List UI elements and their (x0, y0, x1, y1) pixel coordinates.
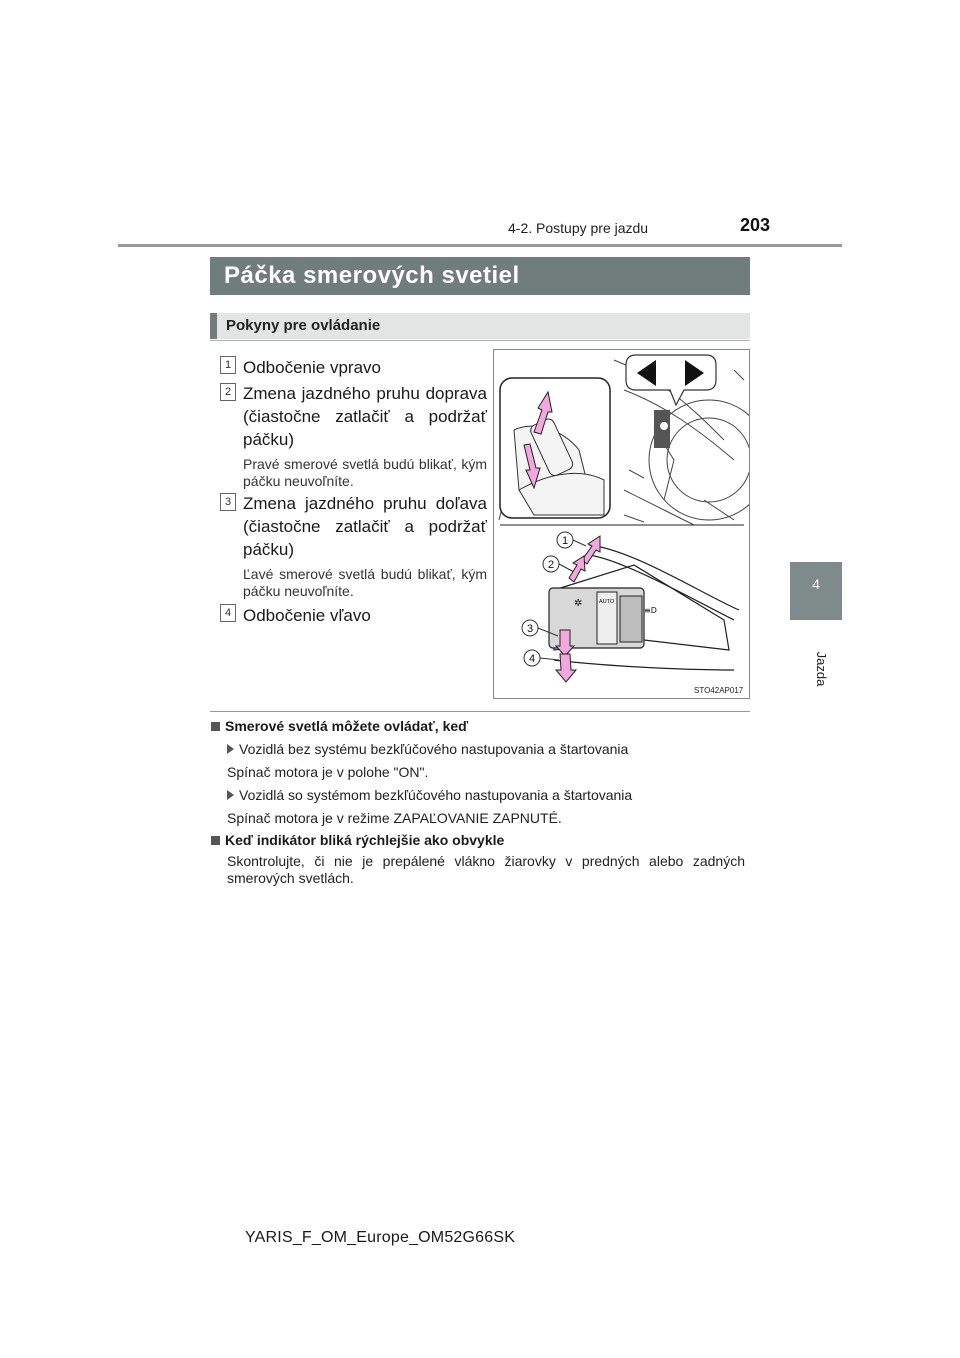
triangle-bullet-icon (227, 744, 234, 754)
square-bullet-icon (211, 836, 220, 845)
subtitle-accent (210, 313, 217, 339)
note-sub-1-text: Vozidlá bez systému bezkľúčového nastupovania a štartovania (239, 741, 629, 757)
lever-detail-dot (660, 422, 668, 430)
subtitle-text: Pokyny pre ovládanie (226, 317, 381, 334)
note-heading-2-text: Keď indikátor bliká rýchlejšie ako obvykle (225, 832, 505, 848)
notes-divider (210, 711, 750, 712)
callout-1: 1 (562, 535, 569, 547)
callout-4: 4 (529, 653, 536, 665)
note-sub-2-body: Spínač motora je v režime ZAPAĽOVANIE ZAPNUTÉ. (227, 810, 562, 826)
auto-label: AUTO (599, 599, 615, 605)
callout-leader-1 (573, 540, 586, 546)
fog-switch (620, 596, 642, 642)
arrow-callout-bubble (626, 355, 716, 405)
figure-code: STO42AP017 (694, 686, 744, 695)
document-footer: YARIS_F_OM_Europe_OM52G66SK (245, 1229, 516, 1246)
item-note-2: Pravé smerové svetlá budú blikať, kým páčku neuvoľníte. (243, 456, 487, 489)
note-heading-1 (211, 718, 468, 734)
square-bullet-icon (211, 722, 220, 731)
note-sub-1 (227, 741, 628, 757)
note-sub-1-body: Spínač motora je v polohe "ON". (227, 764, 429, 780)
item-text-3: Zmena jazdného pruhu doľava (čiastočne zatlačiť a podržať páčku) (243, 494, 487, 559)
turn-signal-illustration (493, 349, 750, 699)
subtitle-divider (210, 340, 750, 341)
item-text-1: Odbočenie vpravo (243, 358, 381, 377)
note-heading-1-text: Smerové svetlá môžete ovládať, keď (225, 718, 469, 734)
note-heading-2 (211, 832, 504, 848)
note-sub-2-text: Vozidlá so systémom bezkľúčového nastupovania a štartovania (239, 787, 633, 803)
triangle-bullet-icon (227, 790, 234, 800)
callout-leader-4 (540, 658, 559, 660)
item-number-3: 3 (220, 493, 236, 511)
page-title: Páčka smerových svetiel (210, 257, 750, 295)
item-number-2: 2 (220, 383, 236, 401)
callout-2: 2 (548, 559, 555, 571)
note-sub-2 (227, 787, 632, 803)
arrow-4-pink-icon (556, 654, 576, 682)
item-text-4: Odbočenie vľavo (243, 606, 371, 625)
lever-diagram (494, 350, 749, 698)
header-divider (118, 244, 842, 247)
sun-icon: ✲ (574, 598, 583, 609)
item-text-2: Zmena jazdného pruhu doprava (čiastočne zatlačiť a podržať páčku) (243, 384, 487, 449)
section-heading: 4-2. Postupy pre jazdu (508, 220, 649, 236)
chapter-tab-number: 4 (812, 576, 820, 592)
item-note-3: Ľavé smerové svetlá budú blikať, kým páčku neuvoľníte. (243, 566, 487, 599)
note-paragraph-2: Skontrolujte, či nie je prepálené vlákno žiarovky v predných alebo zadných smerových svetlách. (227, 853, 745, 886)
item-number-4: 4 (220, 604, 236, 622)
callout-3: 3 (527, 623, 534, 635)
chapter-tab-label: Jazda (814, 651, 829, 687)
fog-light-icon: ≡D (644, 606, 657, 615)
arrow-2-pink-icon (569, 556, 585, 582)
item-number-1: 1 (220, 356, 236, 374)
page-number: 203 (740, 215, 771, 235)
callout-leader-2 (559, 564, 574, 572)
